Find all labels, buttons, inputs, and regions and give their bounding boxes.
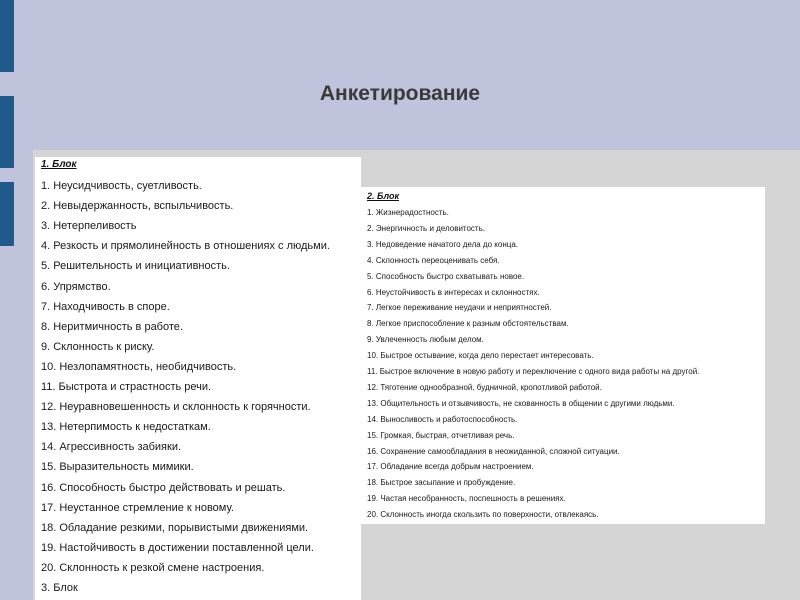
list-item: 1. Неусидчивость, суетливость.	[41, 180, 202, 192]
list-item: 11. Быстрота и страстность речи.	[41, 381, 212, 393]
list-item: 11. Быстрое включение в новую работу и переключение с одного вида работы на другой.	[367, 367, 700, 376]
list-item: 16. Сохранение самообладания в неожиданной, сложной ситуации.	[367, 446, 620, 456]
list-item: 5. Решительность и инициативность.	[41, 260, 230, 273]
decorative-edge-bar	[0, 0, 14, 72]
decorative-edge-bar	[0, 182, 14, 246]
list-item: 8. Легкое приспособление к разным обстоятельствам.	[367, 319, 569, 329]
list-item: 6. Упрямство.	[41, 280, 111, 293]
slide-title: Анкетирование	[319, 82, 481, 105]
list-item: 12. Тяготение однообразной, будничной, кропотливой работой.	[367, 382, 602, 392]
list-item: 3. Блок	[41, 582, 78, 594]
list-item: 1. Жизнерадостность.	[367, 208, 449, 217]
list-item: 19. Настойчивость в достижении поставленной цели.	[41, 541, 314, 554]
list-item: 2. Невыдержанность, вспыльчивость.	[41, 200, 234, 213]
list-item: 9. Склонность к риску.	[41, 340, 155, 353]
list-item: 13. Общительность и отзывчивость, не скованность в общении с другими людьми.	[367, 398, 675, 408]
list-item: 4. Резкость и прямолинейность в отношениях с людьми.	[41, 240, 330, 253]
list-item: 17. Обладание всегда добрым настроением.	[367, 462, 534, 472]
list-item: 9. Увлеченность любым делом.	[367, 335, 484, 345]
list-item: 6. Неустойчивость в интересах и склонностях.	[367, 287, 540, 297]
list-item: 20. Склонность к резкой смене настроения.	[41, 561, 265, 574]
list-item: 19. Частая несобранность, поспешность в решениях.	[367, 494, 566, 504]
list-item: 15. Выразительность мимики.	[41, 461, 194, 474]
list-item: 3. Нетерпеливость	[41, 220, 137, 233]
list-item: 2. Энергичность и деловитость.	[367, 223, 485, 233]
list-item: 12. Неуравновешенность и склонность к горячности.	[41, 401, 311, 414]
list-item: 14. Выносливость и работоспособность.	[367, 414, 518, 424]
decorative-edge-bar	[0, 96, 14, 168]
list-item: 3. Недоведение начатого дела до конца.	[367, 239, 518, 249]
list-item: 5. Способность быстро схватывать новое.	[367, 271, 525, 281]
list-item: 18. Быстрое засыпание и пробуждение.	[367, 478, 516, 488]
list-item: 7. Легкое переживание неудачи и неприятностей.	[367, 303, 552, 313]
list-item: 14. Агрессивность забияки.	[41, 441, 182, 454]
list-item: 13. Нетерпимость к недостаткам.	[41, 421, 211, 434]
list-item: 10. Незлопамятность, необидчивость.	[41, 360, 237, 373]
list-item: 16. Способность быстро действовать и решать.	[41, 481, 286, 494]
questionnaire-block-2	[361, 187, 765, 524]
list-item: 17. Неустанное стремление к новому.	[41, 501, 234, 514]
list-item: 20. Склонность иногда скользить по поверхности, отвлекаясь.	[367, 510, 599, 520]
questionnaire-block-1	[35, 157, 361, 600]
list-item: 7. Находчивость в споре.	[41, 300, 170, 313]
block-1-heading: 1. Блок	[41, 159, 77, 170]
block-2-heading: 2. Блок	[367, 191, 400, 201]
list-item: 4. Склонность переоценивать себя.	[367, 255, 500, 265]
list-item: 8. Неритмичность в работе.	[41, 320, 183, 333]
list-item: 18. Обладание резкими, порывистыми движениями.	[41, 521, 309, 534]
list-item: 15. Громкая, быстрая, отчетливая речь.	[367, 430, 515, 440]
list-item: 10. Быстрое остывание, когда дело перестает интересовать.	[367, 351, 594, 361]
